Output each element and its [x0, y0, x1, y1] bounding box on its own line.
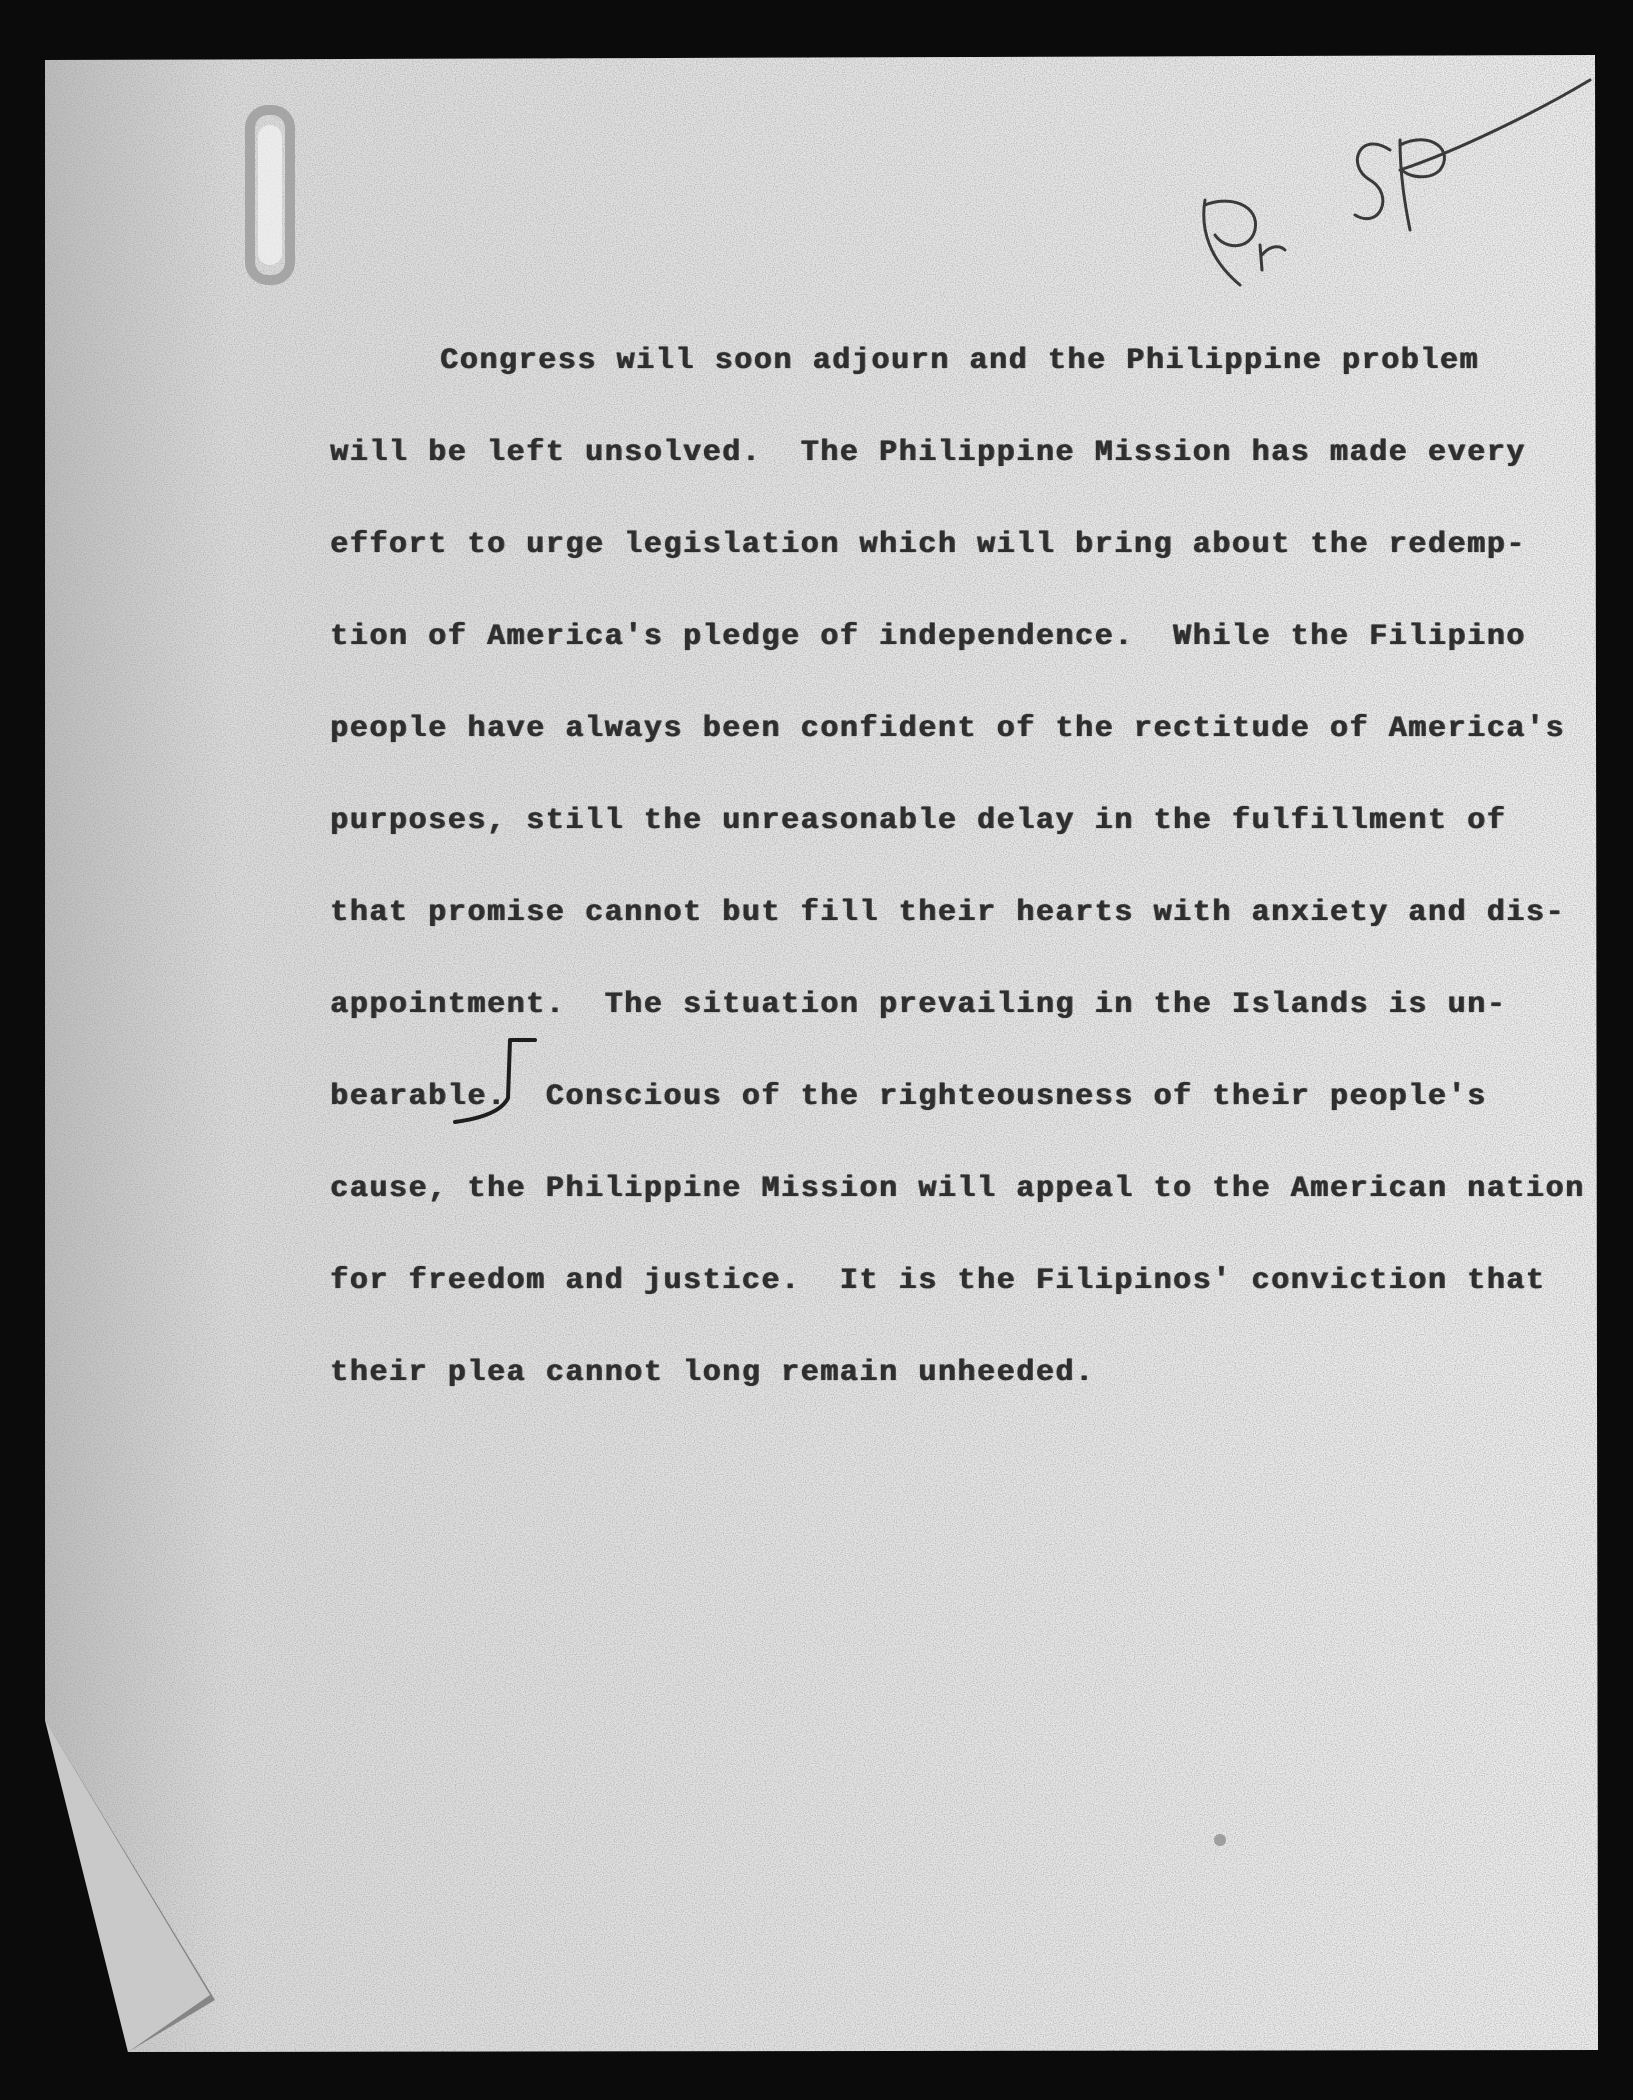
text-line: bearable. Conscious of the righteousness of their people's — [330, 1080, 1487, 1114]
text-line: effort to urge legislation which will bring about the redemp- — [330, 528, 1526, 562]
typed-paragraph — [330, 315, 1585, 1419]
text-line: purposes, still the unreasonable delay in the fulfillment of — [330, 804, 1507, 838]
text-line: Congress will soon adjourn and the Philippine problem — [440, 344, 1479, 378]
text-line: for freedom and justice. It is the Filipinos' conviction that — [330, 1264, 1546, 1298]
text-line: that promise cannot but fill their hearts with anxiety and dis- — [330, 896, 1565, 930]
text-line: people have always been confident of the rectitude of America's — [330, 712, 1565, 746]
text-line: appointment. The situation prevailing in the Islands is un- — [330, 988, 1507, 1022]
text-line: cause, the Philippine Mission will appeal to the American nation — [330, 1172, 1585, 1206]
text-line: tion of America's pledge of independence. While the Filipino — [330, 620, 1526, 654]
text-line: their plea cannot long remain unheeded. — [330, 1356, 1095, 1390]
text-line: will be left unsolved. The Philippine Mission has made every — [330, 436, 1526, 470]
